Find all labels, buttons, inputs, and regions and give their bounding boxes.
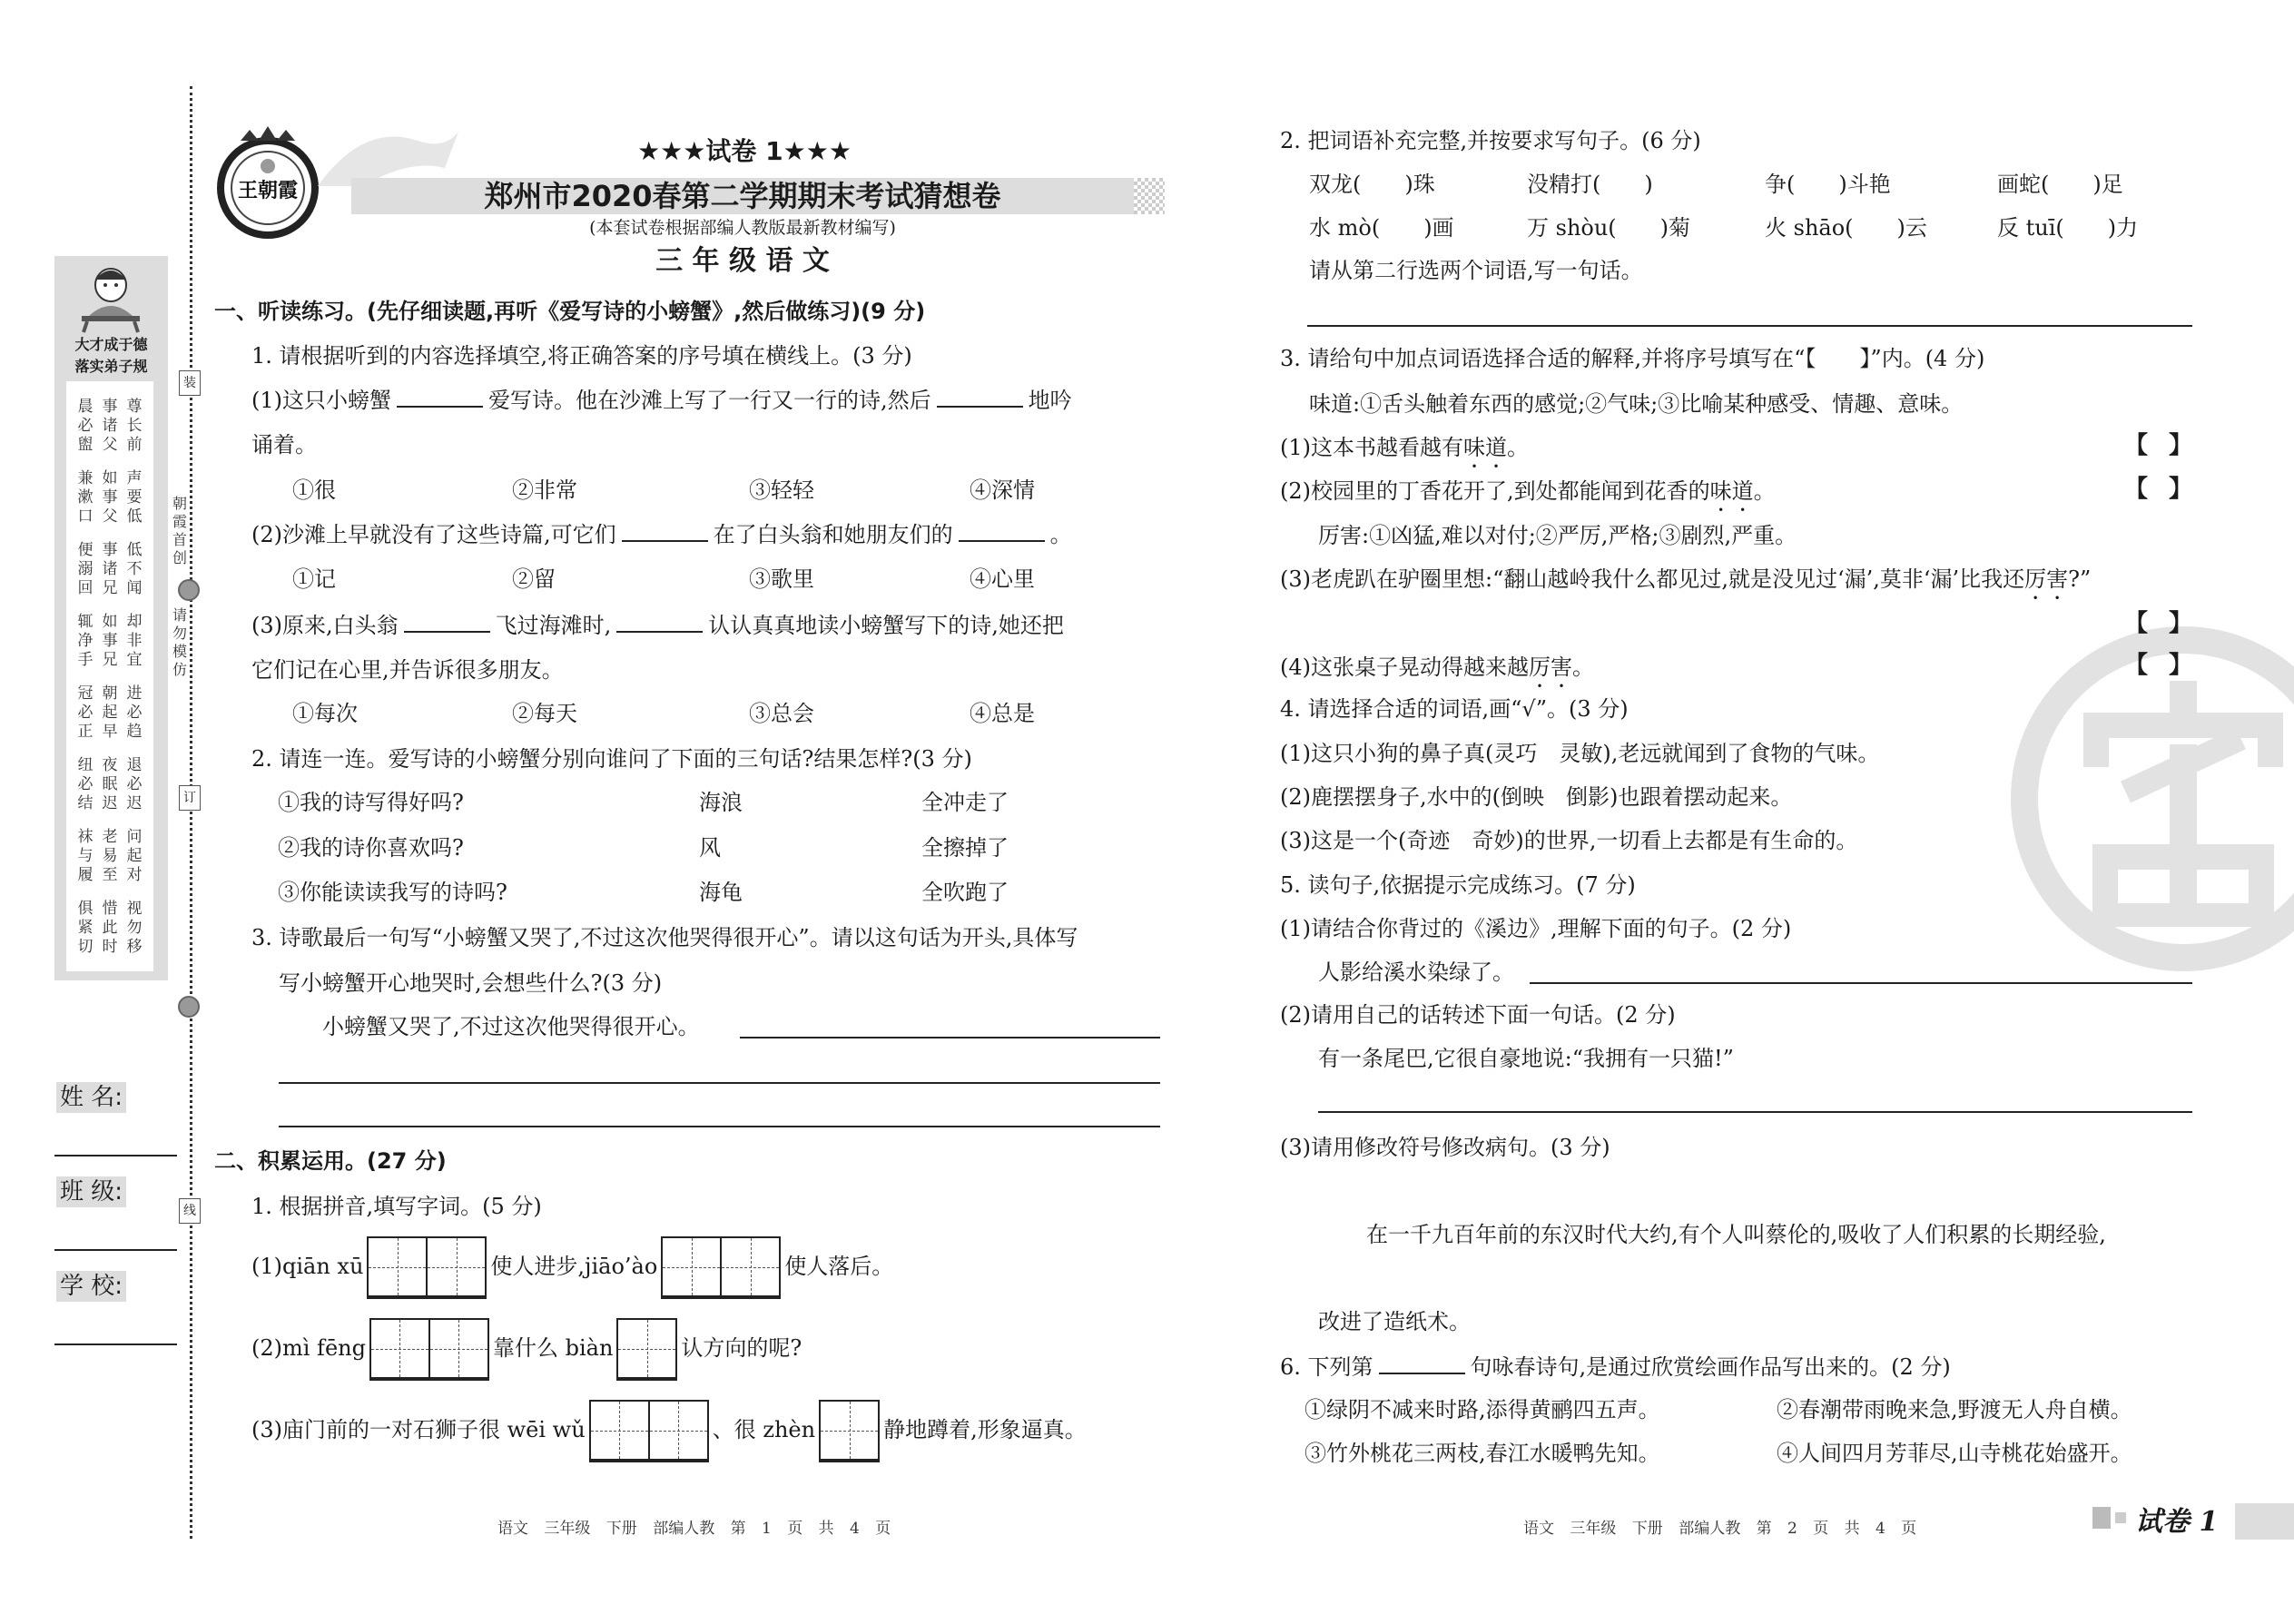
answer-bracket[interactable]: 【 】 <box>2124 432 2192 459</box>
matching-item[interactable]: 全擦掉了 <box>921 835 1009 861</box>
exam-subtitle: (本套试卷根据部编人教版最新教材编写) <box>589 218 896 238</box>
question-r5: 5. 读句子,依据提示完成练习。(7 分) <box>1280 872 1636 898</box>
tianzige-box[interactable] <box>616 1318 677 1381</box>
scissor-icon <box>178 996 200 1018</box>
poem-row: 结迟迟 <box>77 794 152 812</box>
tianzige-box[interactable] <box>661 1236 781 1299</box>
question-r6: 6. 下列第 句咏春诗句,是通过欣赏绘画作品写出来的。(2 分) <box>1280 1354 1951 1380</box>
poem-option: ①绿阴不减来时路,添得黄鹂四五声。 <box>1305 1397 1660 1422</box>
pinyin-item-1: (1)qiān xū 使人进步,jiāo’ào 使人落后。 <box>251 1235 893 1299</box>
definition-lihai: 厉害:①凶猛,难以对付;②严厉,严格;③剧烈,严重。 <box>1318 523 1797 548</box>
choice-item[interactable]: (1)这只小狗的鼻子真(灵巧 灵敏),老远就闻到了食物的气味。 <box>1280 741 1880 766</box>
option: ①每次 <box>292 701 358 726</box>
option: ①很 <box>292 477 336 503</box>
sentence-2: (2)校园里的丁香花开了,到处都能闻到花香的味道。 <box>1280 478 1776 504</box>
question-1-1: (1)这只小螃蟹 爱写诗。他在沙滩上写了一行又一行的诗,然后 地吟 <box>251 388 1072 413</box>
poem-row: 必诸长 <box>77 417 152 435</box>
answer-blank[interactable] <box>622 520 708 542</box>
class-label: 班 级: <box>56 1176 126 1207</box>
slogan-2: 落实弟子规 <box>74 358 148 375</box>
question-1-3-cont: 它们记在心里,并告诉很多朋友。 <box>251 657 564 683</box>
school-field[interactable] <box>54 1343 177 1345</box>
scissor-icon <box>178 579 200 601</box>
section-2-title: 二、积累运用。(27 分) <box>214 1148 447 1174</box>
dizigui-poem <box>66 381 153 971</box>
corner-decoration <box>2092 1507 2111 1529</box>
answer-bracket[interactable]: 【 】 <box>2124 610 2192 637</box>
option: ②非常 <box>512 477 577 503</box>
cut-label-xian: 线 <box>179 1198 201 1224</box>
exam-title: 郑州市2020春第二学期期末考试猜想卷 <box>484 179 1001 213</box>
idiom-fill-item[interactable]: 没精打( ) <box>1527 172 1653 197</box>
answer-blank[interactable] <box>616 611 703 633</box>
answer-line[interactable] <box>1530 982 2192 984</box>
matching-item[interactable]: 全冲走了 <box>921 790 1009 815</box>
choice-item[interactable]: (3)这是一个(奇迹 奇妙)的世界,一切看上去都是有生命的。 <box>1280 828 1858 853</box>
question-1-2: (2)沙滩上早就没有了这些诗篇,可它们 在了白头翁和她朋友们的 。 <box>251 522 1072 547</box>
question-r5-2: (2)请用自己的话转述下面一句话。(2 分) <box>1280 1002 1676 1028</box>
poem-row: 正早趋 <box>77 723 152 741</box>
pinyin-question: 1. 根据拼音,填写字词。(5 分) <box>251 1194 542 1219</box>
wangzhaoxia-logo <box>213 123 322 241</box>
poem-row: 履至对 <box>77 866 152 884</box>
poem-row: 必起必 <box>77 704 152 722</box>
option: ③歌里 <box>749 566 814 592</box>
page-footer-1: 语文 三年级 下册 部编人教 第 1 页 共 4 页 <box>497 1520 891 1538</box>
question-r4: 4. 请选择合适的词语,画“√”。(3 分) <box>1280 696 1629 722</box>
poem-row: 必眠必 <box>77 775 152 793</box>
question-r5-3: (3)请用修改符号修改病句。(3 分) <box>1280 1135 1610 1160</box>
matching-item[interactable]: 全吹跑了 <box>921 880 1009 905</box>
option: ④心里 <box>970 566 1035 592</box>
question-1-1-cont: 诵着。 <box>251 432 317 458</box>
question-r5-1: (1)请结合你背过的《溪边》,理解下面的句子。(2 分) <box>1280 916 1792 941</box>
option: ③轻轻 <box>749 477 814 503</box>
choice-item[interactable]: (2)鹿摆摆身子,水中的(倒映 倒影)也跟着摆动起来。 <box>1280 784 1793 810</box>
sentence-4: (4)这张桌子晃动得越来越厉害。 <box>1280 655 1594 680</box>
poem-row: 漱事要 <box>77 488 152 507</box>
idiom-fill-item[interactable]: 火 shāo( )云 <box>1765 215 1927 241</box>
answer-line[interactable] <box>1307 325 2192 327</box>
question-r2: 2. 把词语补充完整,并按要求写句子。(6 分) <box>1280 128 1701 153</box>
question-r3: 3. 请给句中加点词语选择合适的解释,并将序号填写在“【 】”内。(4 分) <box>1280 346 1985 371</box>
idiom-fill-item[interactable]: 万 shòu( )菊 <box>1527 215 1691 241</box>
idiom-fill-item[interactable]: 画蛇( )足 <box>1997 172 2123 197</box>
answer-blank[interactable] <box>404 611 490 633</box>
corner-decoration <box>2115 1512 2126 1523</box>
tianzige-box[interactable] <box>819 1400 880 1462</box>
option: ③总会 <box>749 701 814 726</box>
student-cartoon-icon <box>74 261 147 334</box>
answer-blank[interactable] <box>937 386 1023 408</box>
poem-row: 辄如却 <box>77 613 152 631</box>
poem-row: 净事非 <box>77 632 152 650</box>
poem-row: 盥父前 <box>77 436 152 454</box>
paper-label: ★★★试卷 1★★★ <box>637 136 852 166</box>
class-field[interactable] <box>54 1249 177 1251</box>
binding-dotted-line <box>190 86 192 1539</box>
idiom-fill-item[interactable]: 反 tuī( )力 <box>1997 215 2139 241</box>
answer-line[interactable] <box>279 1082 1160 1084</box>
matching-item[interactable]: ②我的诗你喜欢吗? <box>278 835 464 861</box>
matching-item[interactable]: 海龟 <box>699 880 743 905</box>
faulty-sentence: 在一千九百年前的东汉时代大约,有个人叫蔡伦的,吸收了人们积累的长期经验, <box>1366 1222 2106 1247</box>
corner-tab <box>2235 1503 2294 1540</box>
question-3-cont: 写小螃蟹开心地哭时,会想些什么?(3 分) <box>279 970 663 996</box>
poem-row: 与易起 <box>77 847 152 865</box>
option: ②留 <box>512 566 556 592</box>
question-r2-prompt: 请从第二行选两个词语,写一句话。 <box>1309 258 1643 283</box>
answer-blank[interactable] <box>1379 1353 1465 1374</box>
sentence-1: (1)这本书越看越有味道。 <box>1280 435 1529 460</box>
question-2: 2. 请连一连。爱写诗的小螃蟹分别向谁问了下面的三句话?结果怎样?(3 分) <box>251 746 972 772</box>
corner-paper-label: 试卷 1 <box>2135 1506 2219 1538</box>
option: ④总是 <box>970 701 1035 726</box>
pinyin-item-2: (2)mì fēng 靠什么 biàn 认方向的呢? <box>251 1316 802 1381</box>
poem-row: 口父低 <box>77 507 152 526</box>
answer-blank[interactable] <box>959 520 1045 542</box>
question-1: 1. 请根据听到的内容选择填空,将正确答案的序号填在横线上。(3 分) <box>251 343 912 369</box>
idiom-fill-item[interactable]: 双龙( )珠 <box>1309 172 1435 197</box>
option: ①记 <box>292 566 336 592</box>
matching-item[interactable]: 海浪 <box>699 790 743 815</box>
answer-line[interactable] <box>740 1037 1160 1038</box>
matching-item[interactable]: 风 <box>699 835 721 861</box>
poem-row: 便事低 <box>77 541 152 559</box>
dizigui-sidebar <box>54 256 168 980</box>
poem-row: 切时移 <box>77 938 152 956</box>
logo-text: 王朝霞 <box>237 179 299 202</box>
cut-label-zhuang: 装 <box>179 370 201 396</box>
question-3-prompt: 小螃蟹又哭了,不过这次他哭得很开心。 <box>322 1014 700 1039</box>
poem-row: 手兄宜 <box>77 651 152 669</box>
poem-row: 紧此勿 <box>77 919 152 937</box>
tianzige-box[interactable] <box>369 1318 489 1381</box>
poem-row: 袜老问 <box>77 828 152 846</box>
name-label: 姓 名: <box>56 1082 126 1113</box>
sentence-3: (3)老虎趴在驴圈里想:“翻山越岭我什么都见过,就是没见过‘漏’,莫非‘漏’比我还厉害?” <box>1280 566 2092 592</box>
option: ②每天 <box>512 701 577 726</box>
tianzige-box[interactable] <box>589 1400 709 1462</box>
section-1-title: 一、听读练习。(先仔细读题,再听《爱写诗的小螃蟹》,然后做练习)(9 分) <box>214 299 926 324</box>
school-label: 学 校: <box>56 1271 126 1302</box>
faulty-sentence-cont: 改进了造纸术。 <box>1318 1309 1471 1334</box>
matching-item[interactable]: ③你能读读我写的诗吗? <box>278 880 507 905</box>
answer-blank[interactable] <box>397 386 483 408</box>
page-footer-2: 语文 三年级 下册 部编人教 第 2 页 共 4 页 <box>1523 1520 1917 1538</box>
pinyin-item-3: (3)庙门前的一对石狮子很 wēi wǔ 、很 zhèn 静地蹲着,形象逼真。 <box>251 1398 1087 1462</box>
idiom-fill-item[interactable]: 争( )斗艳 <box>1765 172 1891 197</box>
poem-option: ②春潮带雨晚来急,野渡无人舟自横。 <box>1777 1397 2132 1422</box>
poem-row: 兼如声 <box>77 469 152 487</box>
subject-title: 三 年 级 语 文 <box>655 245 830 277</box>
cut-label-ding: 订 <box>179 785 201 811</box>
poem-option: ③竹外桃花三两枝,春江水暖鸭先知。 <box>1305 1441 1660 1466</box>
poem-row: 晨事尊 <box>77 398 152 416</box>
checker-decoration <box>1134 178 1165 214</box>
name-field[interactable] <box>54 1155 177 1156</box>
vertical-label-no-copy: 请勿模仿 <box>172 606 187 678</box>
idiom-fill-item[interactable]: 水 mò( )画 <box>1309 215 1454 241</box>
vertical-label-original: 朝霞首创 <box>172 495 187 566</box>
answer-bracket[interactable]: 【 】 <box>2124 652 2192 679</box>
question-1-3: (3)原来,白头翁 飞过海滩时, 认认真真地读小螃蟹写下的诗,她还把 <box>251 613 1064 638</box>
poem-row: 溺诸不 <box>77 560 152 578</box>
sentence-r5-2: 有一条尾巴,它很自豪地说:“我拥有一只猫!” <box>1318 1046 1734 1071</box>
poem-option: ④人间四月芳菲尽,山寺桃花始盛开。 <box>1777 1441 2132 1466</box>
poem-row: 冠朝进 <box>77 684 152 703</box>
tianzige-box[interactable] <box>367 1236 487 1299</box>
slogan-1: 大才成于德 <box>74 336 148 353</box>
matching-item[interactable]: ①我的诗写得好吗? <box>278 790 464 815</box>
answer-line[interactable] <box>279 1126 1160 1127</box>
sentence-r5-1: 人影给溪水染绿了。 <box>1318 960 1514 985</box>
poem-row: 回兄闻 <box>77 579 152 597</box>
question-3: 3. 诗歌最后一句写“小螃蟹又哭了,不过这次他哭得很开心”。请以这句话为开头,具体写 <box>251 925 1078 950</box>
definition-weidao: 味道:①舌头触着东西的感觉;②气味;③比喻某种感受、情趣、意味。 <box>1309 391 1964 417</box>
answer-line[interactable] <box>1318 1111 2192 1113</box>
poem-row: 俱惜视 <box>77 900 152 918</box>
option: ④深情 <box>970 477 1035 503</box>
answer-bracket[interactable]: 【 】 <box>2124 476 2192 503</box>
poem-row: 纽夜退 <box>77 756 152 774</box>
